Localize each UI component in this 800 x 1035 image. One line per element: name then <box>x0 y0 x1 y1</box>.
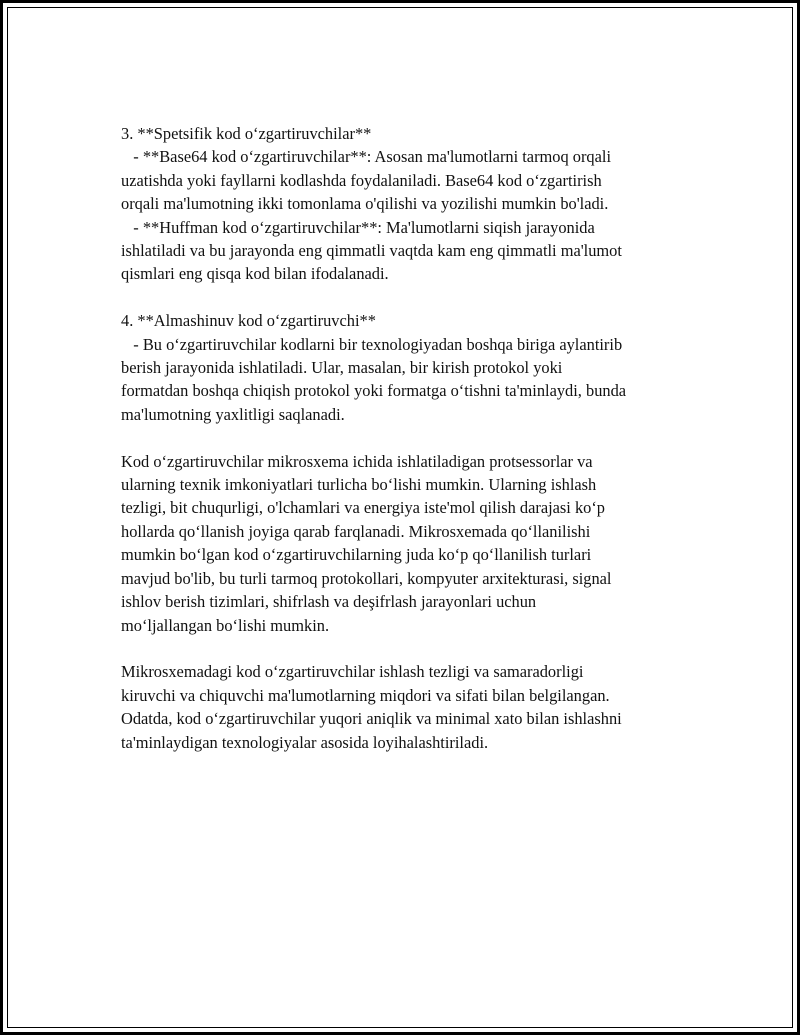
document-body <box>121 122 696 777</box>
section-3-heading: 3. **Spetsifik kod o‘zgartiruvchilar** <box>121 124 372 143</box>
text-line: hollarda qo‘llanish joyiga qarab farqlanadi. Mikrosxemada qo‘llanilishi <box>121 521 591 541</box>
text-line: ularning texnik imkoniyatlari turlicha bo‘lishi mumkin. Ularning ishlash <box>121 475 597 495</box>
text-line: mumkin bo‘lgan kod o‘zgartiruvchilarning juda ko‘p qo‘llanilish turlari <box>121 545 592 565</box>
text-line: qismlari eng qisqa kod bilan ifodalanadi. <box>121 264 389 284</box>
text-line: tezligi, bit chuqurligi, o'lchamlari va energiya iste'mol qilish darajasi ko‘p <box>121 498 605 518</box>
text-line: ishlatiladi va bu jarayonda eng qimmatli vaqtda kam eng qimmatli ma'lumot <box>121 241 622 261</box>
text-line: kiruvchi va chiquvchi ma'lumotlarning miqdori va sifati bilan belgilangan. <box>121 685 610 705</box>
text-line: Mikrosxemadagi kod o‘zgartiruvchilar ishlash tezligi va samaradorligi <box>121 662 584 682</box>
section-3-paragraph <box>121 122 696 286</box>
text-line: orqali ma'lumotning ikki tomonlama o'qilishi va yozilishi mumkin bo'ladi. <box>121 194 609 214</box>
text-line: ma'lumotning yaxlitligi saqlanadi. <box>121 404 345 424</box>
section-4-heading: 4. **Almashinuv kod o‘zgartiruvchi** <box>121 311 376 331</box>
body-paragraph-1 <box>121 450 696 637</box>
text-line: - **Base64 kod o‘zgartiruvchilar**: Asosan ma'lumotlarni tarmoq orqali <box>121 147 612 167</box>
text-line: Kod o‘zgartiruvchilar mikrosxema ichida ishlatiladigan protsessorlar va <box>121 451 593 471</box>
text-line: ta'minlaydigan texnologiyalar asosida loyihalashtiriladi. <box>121 732 489 752</box>
body-paragraph-2 <box>121 660 696 754</box>
text-line: - **Huffman kod o‘zgartiruvchilar**: Ma'lumotlarni siqish jarayonida <box>121 217 595 237</box>
section-4-paragraph <box>121 309 696 426</box>
text-line: formatdan boshqa chiqish protokol yoki formatga o‘tishni ta'minlaydi, bunda <box>121 381 627 401</box>
text-line: uzatishda yoki fayllarni kodlashda foydalaniladi. Base64 kod o‘zgartirish <box>121 170 602 190</box>
text-line: mavjud bo'lib, bu turli tarmoq protokollari, kompyuter arxitekturasi, signal <box>121 568 612 588</box>
text-line: ishlov berish tizimlari, shifrlash va deşifrlash jarayonlari uchun <box>121 592 537 612</box>
text-line: mo‘ljallangan bo‘lishi mumkin. <box>121 615 330 635</box>
text-line: berish jarayonida ishlatiladi. Ular, masalan, bir kirish protokol yoki <box>121 358 563 378</box>
text-line: Odatda, kod o‘zgartiruvchilar yuqori aniqlik va minimal xato bilan ishlashni <box>121 709 622 729</box>
text-line: - Bu o‘zgartiruvchilar kodlarni bir texnologiyadan boshqa biriga aylantirib <box>121 334 623 354</box>
